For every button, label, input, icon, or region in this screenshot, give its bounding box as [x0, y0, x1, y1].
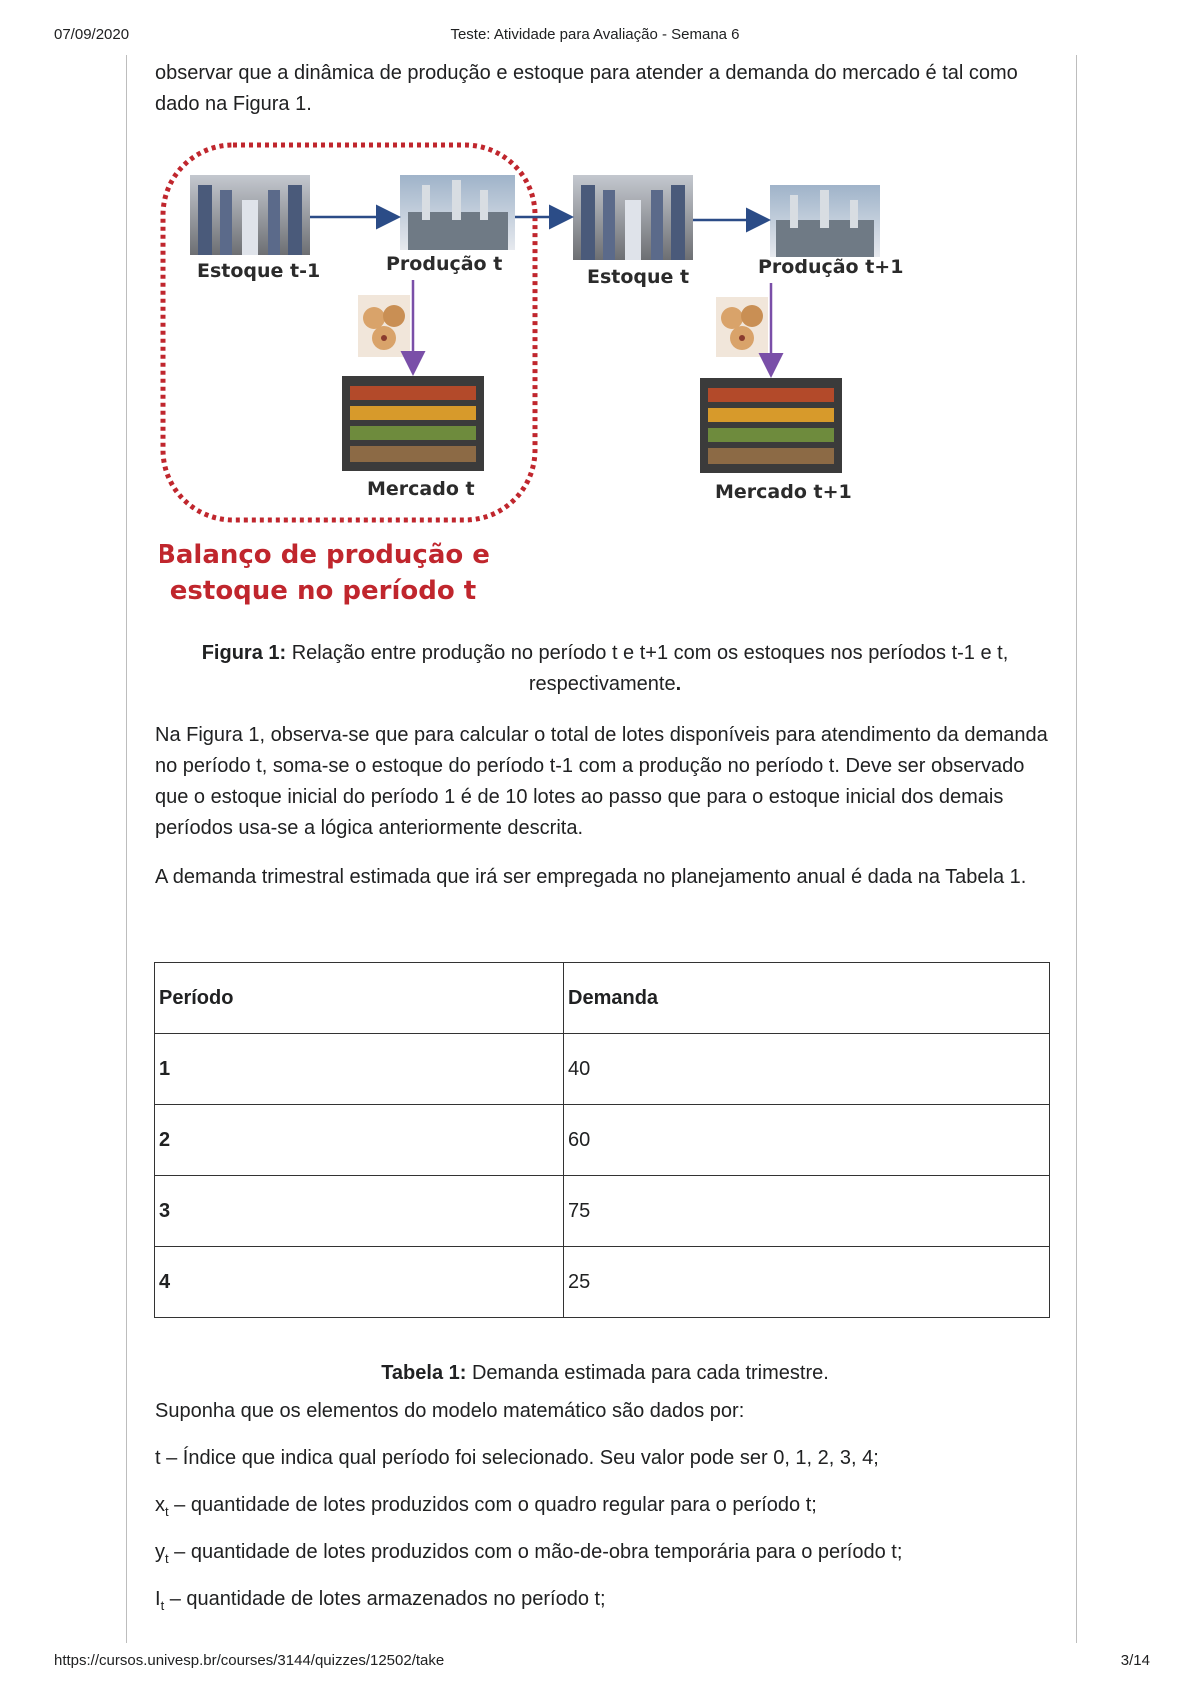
cell-demand: 60	[564, 1105, 1050, 1176]
definition-t	[155, 1447, 1055, 1470]
table-row	[155, 1176, 1050, 1247]
page-number: 3/14	[1120, 1652, 1150, 1669]
cell-demand: 25	[564, 1247, 1050, 1318]
table-intro-text: A demanda trimestral estimada que irá ser empregada no planejamento anual é dada na Tabela 1.	[155, 866, 1027, 888]
table-row	[155, 1247, 1050, 1318]
cell-demand: 40	[564, 1034, 1050, 1105]
definition-t-text: – Índice que indica qual período foi selecionado. Seu valor pode ser 0, 1, 2, 3, 4;	[160, 1447, 879, 1469]
definition-t-symbol: t	[155, 1447, 161, 1469]
warehouse-image-t	[573, 175, 693, 260]
header-demanda: Demanda	[564, 963, 1050, 1034]
label-producao-t-plus-1: Produção t+1	[758, 256, 904, 278]
content-border-right	[1076, 55, 1077, 1643]
figure-caption-label: Figura 1:	[201, 642, 287, 664]
label-mercado-t: Mercado t	[367, 478, 475, 500]
factory-image-t-plus-1	[770, 185, 880, 257]
definition-x-subscript: t	[165, 1504, 169, 1519]
warehouse-image-t-1	[190, 175, 310, 255]
page-url[interactable]: https://cursos.univesp.br/courses/3144/quizzes/12502/take	[54, 1652, 445, 1669]
table-caption-text: Demanda estimada para cada trimestre.	[466, 1362, 829, 1384]
figure-caption-end: .	[675, 673, 682, 695]
table-caption-label: Tabela 1:	[381, 1362, 467, 1384]
page-title: Teste: Atividade para Avaliação - Semana 6	[450, 26, 740, 43]
cell-period: 1	[155, 1034, 564, 1105]
explanation-paragraph	[155, 720, 1055, 844]
definition-x-text: – quantidade de lotes produzidos com o quadro regular para o período t;	[168, 1494, 817, 1516]
definition-y-subscript: t	[165, 1551, 169, 1566]
market-image-t	[342, 376, 484, 471]
market-image-t-plus-1	[700, 378, 842, 473]
label-producao-t: Produção t	[386, 253, 503, 275]
cell-period: 2	[155, 1105, 564, 1176]
content-border-left	[126, 55, 127, 1643]
definition-x	[155, 1494, 1055, 1519]
balance-title-line-1: Balanço de produção e	[160, 540, 490, 570]
table-row	[155, 1034, 1050, 1105]
explanation-text: Na Figura 1, observa-se que para calcular o total de lotes disponíveis para atendimento da demanda no período t, soma-se o estoque do período t-1 com a produção no período t. Deve ser observado que o estoque inicial do período 1 é de 10 lotes ao passo que para o estoque inicial dos demais períodos usa-se a lógica anteriormente descrita.	[155, 724, 1048, 839]
label-estoque-t: Estoque t	[587, 266, 690, 288]
cookies-image-t	[358, 295, 410, 357]
figure-caption-text: Relação entre produção no período t e t+1 com os estoques nos períodos t-1 e t, respectivamente	[286, 642, 1009, 695]
definition-i-text: – quantidade de lotes armazenados no período t;	[164, 1588, 606, 1610]
definition-i-symbol: I	[155, 1588, 161, 1610]
header-periodo: Período	[155, 963, 564, 1034]
flow-diagram	[160, 140, 920, 620]
demand-table	[154, 962, 1050, 1318]
figure-1	[160, 140, 920, 620]
table-row	[155, 1105, 1050, 1176]
table-intro-paragraph	[155, 862, 1055, 893]
definition-i-subscript: t	[160, 1598, 165, 1613]
table-header-row	[155, 963, 1050, 1034]
print-date: 07/09/2020	[54, 26, 130, 43]
definition-y	[155, 1541, 1055, 1566]
table-caption	[155, 1362, 1055, 1385]
balance-title-line-2: estoque no período t	[169, 576, 477, 606]
cookies-image-t-plus-1	[716, 297, 768, 357]
cell-period: 4	[155, 1247, 564, 1318]
definition-i	[155, 1588, 1055, 1613]
model-intro: Suponha que os elementos do modelo matemático são dados por:	[155, 1400, 745, 1422]
factory-image-t	[400, 175, 515, 250]
label-mercado-t-plus-1: Mercado t+1	[715, 481, 852, 503]
label-estoque-t-1: Estoque t-1	[197, 260, 321, 282]
definition-y-symbol: y	[155, 1541, 165, 1563]
cell-period: 3	[155, 1176, 564, 1247]
intro-paragraph: observar que a dinâmica de produção e estoque para atender a demanda do mercado é tal como dado na Figura 1.	[155, 62, 1018, 115]
figure-caption	[155, 638, 1055, 700]
cell-demand: 75	[564, 1176, 1050, 1247]
definition-y-text: – quantidade de lotes produzidos com o mão-de-obra temporária para o período t;	[168, 1541, 903, 1563]
definition-x-symbol: x	[155, 1494, 165, 1516]
